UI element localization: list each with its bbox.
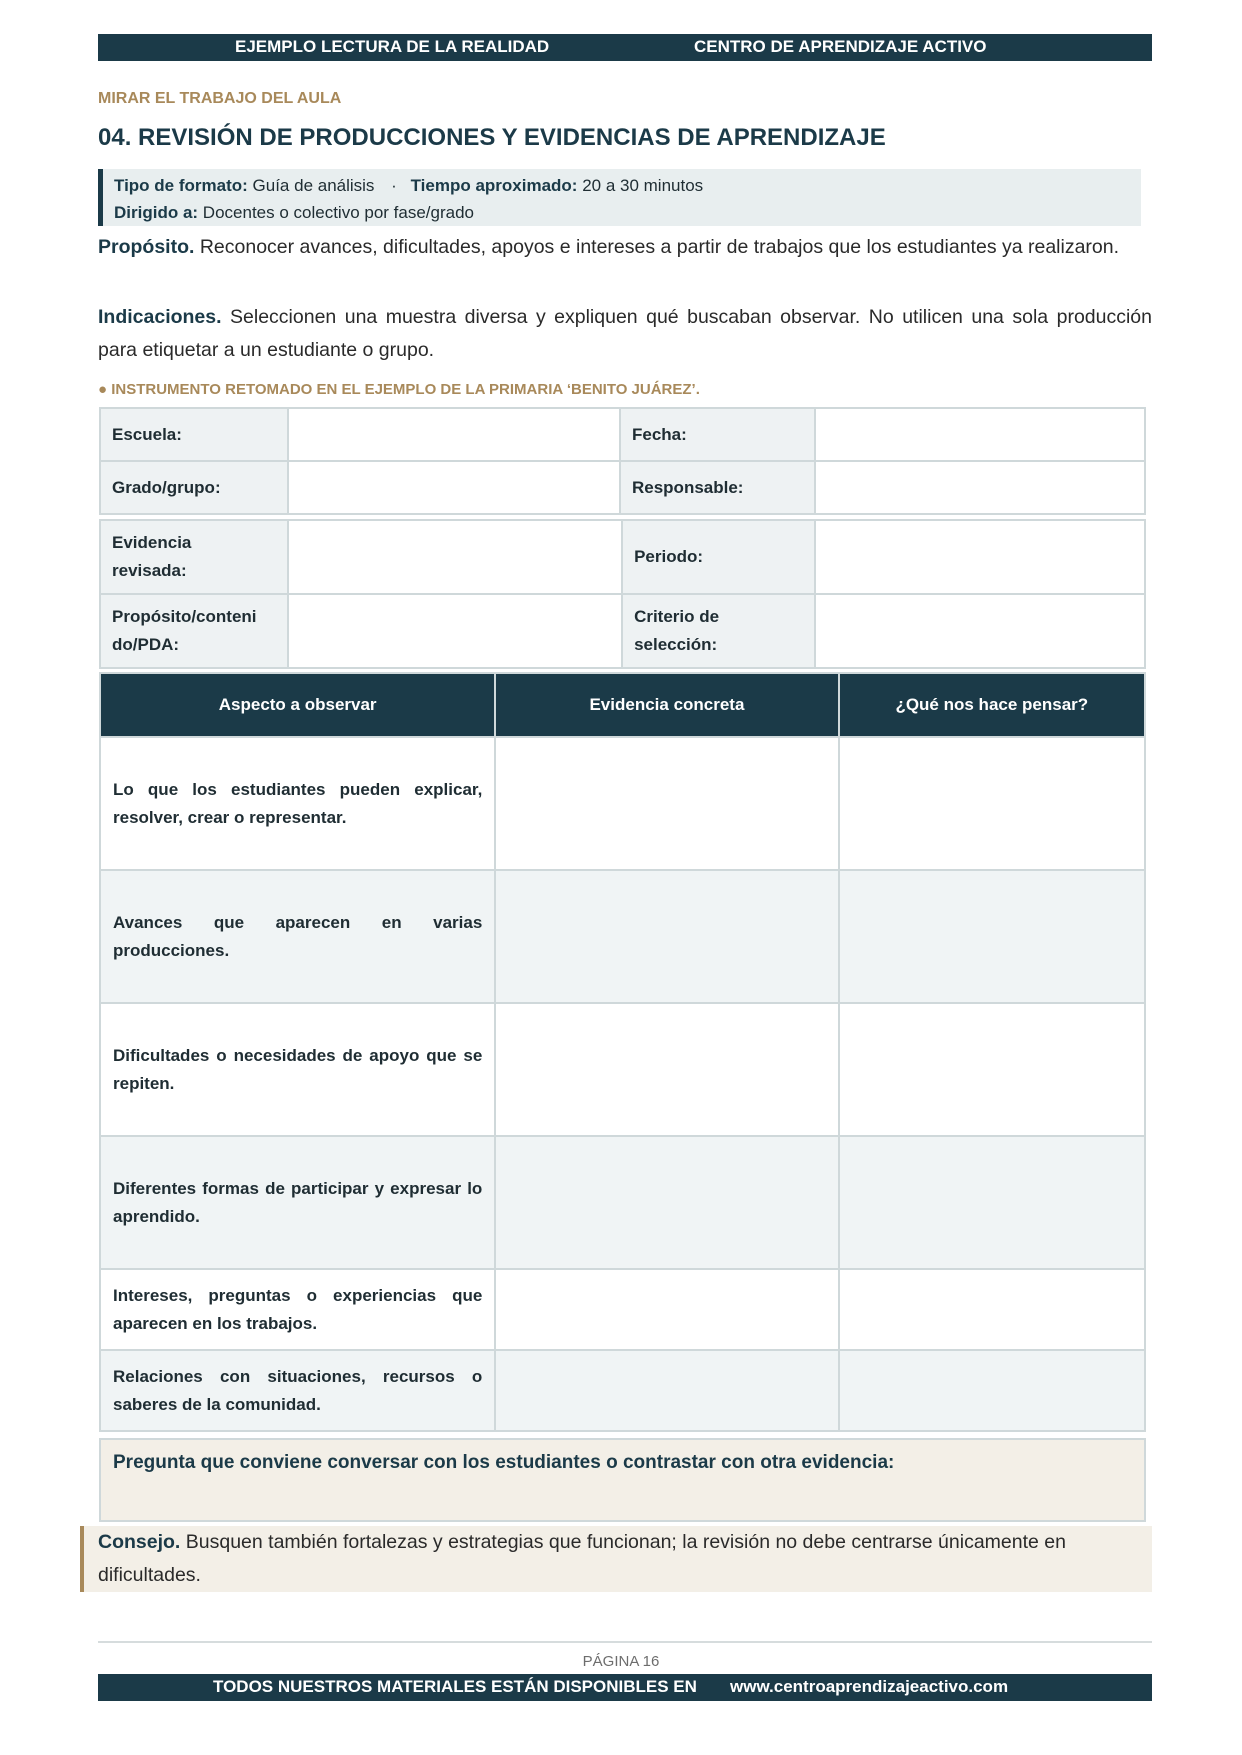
tip-box	[80, 1526, 1152, 1592]
header-left-text: EJEMPLO LECTURA DE LA REALIDAD	[235, 37, 550, 56]
purpose-pda-label-line-2: do/PDA:	[112, 635, 180, 654]
grade-field[interactable]	[288, 461, 620, 514]
purpose-label: Propósito.	[98, 236, 195, 258]
grade-label: Grado/grupo:	[100, 461, 288, 514]
header-evidence: Evidencia concreta	[495, 673, 838, 737]
school-label: Escuela:	[100, 408, 288, 461]
evidence-label-line-2: revisada:	[112, 561, 187, 580]
instructions-text: Seleccionen una muestra diversa y expliquen qué buscaban observar. No utilicen una sola producción para etiquetar a un estudiante o grupo.	[98, 306, 1152, 361]
purpose-pda-label	[100, 594, 288, 668]
period-field[interactable]	[815, 520, 1145, 594]
time-label: Tiempo aproximado:	[410, 176, 578, 195]
evidence-cell[interactable]	[495, 1269, 838, 1350]
format-value: Guía de análisis	[252, 176, 375, 195]
page-title: 04. REVISIÓN DE PRODUCCIONES Y EVIDENCIAS DE APRENDIZAJE	[98, 124, 886, 151]
aspect-cell: Diferentes formas de participar y expresar lo aprendido.	[100, 1136, 495, 1269]
date-label: Fecha:	[620, 408, 815, 461]
format-line	[114, 172, 1141, 199]
aspect-cell: Dificultades o necesidades de apoyo que se repiten.	[100, 1003, 495, 1136]
criterion-field[interactable]	[815, 594, 1145, 668]
audience-label: Dirigido a:	[114, 203, 199, 222]
criterion-label-line-1: Criterio de	[634, 607, 720, 626]
info-table-evidence	[99, 519, 1146, 669]
thinking-cell[interactable]	[839, 1003, 1145, 1136]
criterion-label-line-2: selección:	[634, 635, 718, 654]
school-field[interactable]	[288, 408, 620, 461]
evidence-label-line-1: Evidencia	[112, 533, 192, 552]
header-thinking: ¿Qué nos hace pensar?	[839, 673, 1145, 737]
footer-url-link[interactable]: www.centroaprendizajeactivo.com	[730, 1677, 1009, 1696]
aspect-cell: Intereses, preguntas o experiencias que aparecen en los trabajos.	[100, 1269, 495, 1350]
table-row	[100, 1003, 1145, 1136]
criterion-label	[622, 594, 815, 668]
thinking-cell[interactable]	[839, 1136, 1145, 1269]
date-field[interactable]	[815, 408, 1145, 461]
observation-table-header	[100, 673, 1145, 737]
tip-label: Consejo.	[98, 1531, 181, 1553]
evidence-cell[interactable]	[495, 1350, 838, 1431]
footer-divider	[98, 1641, 1152, 1643]
table-row	[100, 1136, 1145, 1269]
table-row	[100, 1269, 1145, 1350]
header-bar	[98, 34, 1152, 61]
time-value: 20 a 30 minutos	[582, 176, 704, 195]
format-info-box	[98, 169, 1141, 226]
instructions-paragraph	[98, 301, 1152, 367]
format-label: Tipo de formato:	[114, 176, 248, 195]
question-box: Pregunta que conviene conversar con los estudiantes o contrastar con otra evidencia:	[99, 1438, 1146, 1522]
aspect-cell: Avances que aparecen en varias producciones.	[100, 870, 495, 1003]
evidence-label	[100, 520, 288, 594]
table-row	[100, 1350, 1145, 1431]
section-label: MIRAR EL TRABAJO DEL AULA	[98, 90, 342, 107]
audience-value: Docentes o colectivo por fase/grado	[202, 203, 475, 222]
info-table-general	[99, 407, 1146, 515]
evidence-cell[interactable]	[495, 1003, 838, 1136]
purpose-text: Reconocer avances, dificultades, apoyos e intereses a partir de trabajos que los estudiantes ya realizaron.	[199, 236, 1120, 258]
thinking-cell[interactable]	[839, 870, 1145, 1003]
thinking-cell[interactable]	[839, 1350, 1145, 1431]
separator-dot: ·	[391, 176, 397, 195]
observation-table	[99, 672, 1146, 1432]
table-row	[100, 870, 1145, 1003]
header-right-text: CENTRO DE APRENDIZAJE ACTIVO	[694, 37, 987, 56]
footer-left-text: TODOS NUESTROS MATERIALES ESTÁN DISPONIBLES EN	[213, 1677, 697, 1696]
responsible-field[interactable]	[815, 461, 1145, 514]
evidence-cell[interactable]	[495, 870, 838, 1003]
period-label: Periodo:	[622, 520, 815, 594]
thinking-cell[interactable]	[839, 1269, 1145, 1350]
evidence-cell[interactable]	[495, 737, 838, 870]
purpose-pda-field[interactable]	[288, 594, 622, 668]
footer-bar	[98, 1674, 1152, 1701]
thinking-cell[interactable]	[839, 737, 1145, 870]
evidence-cell[interactable]	[495, 1136, 838, 1269]
instructions-label: Indicaciones.	[98, 306, 222, 328]
responsible-label: Responsable:	[620, 461, 815, 514]
aspect-cell: Relaciones con situaciones, recursos o saberes de la comunidad.	[100, 1350, 495, 1431]
instrument-note: ● INSTRUMENTO RETOMADO EN EL EJEMPLO DE LA PRIMARIA ‘BENITO JUÁREZ’.	[98, 381, 700, 398]
audience-line	[114, 199, 1141, 226]
purpose-pda-label-line-1: Propósito/conteni	[112, 607, 257, 626]
header-aspect: Aspecto a observar	[100, 673, 495, 737]
table-row	[100, 737, 1145, 870]
tip-text: Busquen también fortalezas y estrategias que funcionan; la revisión no debe centrarse únicamente en dificultades.	[98, 1531, 1066, 1586]
purpose-paragraph	[98, 231, 1152, 264]
page-number: PÁGINA 16	[582, 1653, 660, 1670]
aspect-cell: Lo que los estudiantes pueden explicar, resolver, crear o representar.	[100, 737, 495, 870]
evidence-field[interactable]	[288, 520, 622, 594]
